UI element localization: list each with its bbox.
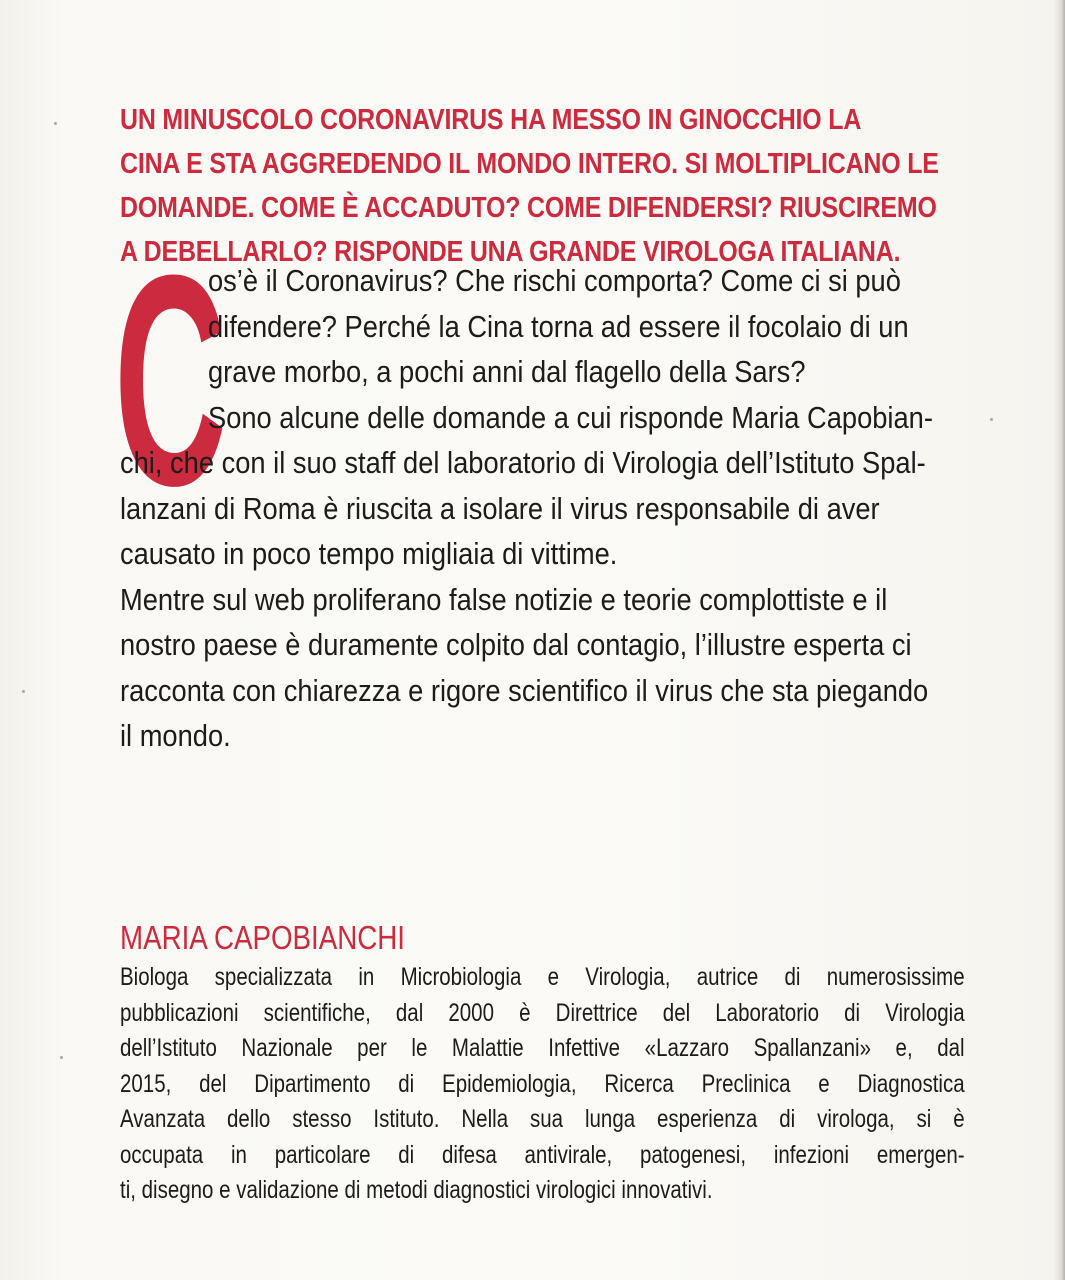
- synopsis-line: chi, che con il suo staff del laboratorio di Virologia dell’Istituto Spal-: [120, 445, 926, 480]
- synopsis-line: difendere? Perché la Cina torna ad essere il focolaio di un: [208, 308, 909, 344]
- author-bio: [120, 960, 965, 1209]
- synopsis-line: Mentre sul web proliferano false notizie e teorie complottiste e il: [120, 581, 888, 617]
- author-name: MARIA CAPOBIANCHI: [120, 919, 405, 956]
- synopsis-line: Sono alcune delle domande a cui risponde Maria Capobian-: [208, 399, 933, 435]
- synopsis-line: nostro paese è duramente colpito dal contagio, l’illustre esperta ci: [120, 627, 912, 662]
- synopsis-line: os’è il Coronavirus? Che rischi comporta? Come ci si può: [208, 263, 901, 298]
- page-edge-shadow: [1053, 0, 1065, 1280]
- bio-line: occupata in particolare di difesa antivirale, patogenesi, infezioni emergen-: [120, 1140, 965, 1169]
- headline-line: DOMANDE. COME È ACCADUTO? COME DIFENDERSI? RIUSCIREMO: [120, 192, 937, 224]
- synopsis-line: lanzani di Roma è riuscita a isolare il virus responsabile di aver: [120, 490, 880, 526]
- bio-line: ti, disegno e validazione di metodi diagnostici virologici innovativi.: [120, 1176, 713, 1204]
- synopsis-line: racconta con chiarezza e rigore scientifico il virus che sta piegando: [120, 672, 929, 708]
- drop-cap: C: [114, 212, 227, 548]
- synopsis-line: grave morbo, a pochi anni dal flagello della Sars?: [208, 354, 806, 389]
- headline-line: UN MINUSCOLO CORONAVIRUS HA MESSO IN GINOCCHIO LA: [120, 104, 862, 136]
- bio-line: Avanzata dello stesso Istituto. Nella sua lunga esperienza di virologa, si è: [120, 1105, 965, 1133]
- paper-speck: [990, 418, 993, 421]
- bio-line: Biologa specializzata in Microbiologia e Virologia, autrice di numerosissime: [120, 963, 965, 991]
- headline: [120, 98, 939, 274]
- synopsis: [120, 258, 933, 759]
- headline-line: A DEBELLARLO? RISPONDE UNA GRANDE VIROLOGA ITALIANA.: [120, 236, 901, 268]
- bio-line: pubblicazioni scientifiche, dal 2000 è Direttrice del Laboratorio di Virologia: [120, 998, 965, 1027]
- headline-line: CINA E STA AGGREDENDO IL MONDO INTERO. SI MOLTIPLICANO LE: [120, 148, 939, 180]
- synopsis-line: il mondo.: [120, 718, 231, 753]
- paper-speck: [60, 1056, 63, 1059]
- paper-speck: [22, 690, 25, 693]
- paper-speck: [54, 122, 57, 125]
- bio-line: dell’Istituto Nazionale per le Malattie Infettive «Lazzaro Spallanzani» e, dal: [120, 1034, 965, 1062]
- bio-line: 2015, del Dipartimento di Epidemiologia, Ricerca Preclinica e Diagnostica: [120, 1069, 965, 1098]
- synopsis-line: causato in poco tempo migliaia di vittime.: [120, 536, 618, 571]
